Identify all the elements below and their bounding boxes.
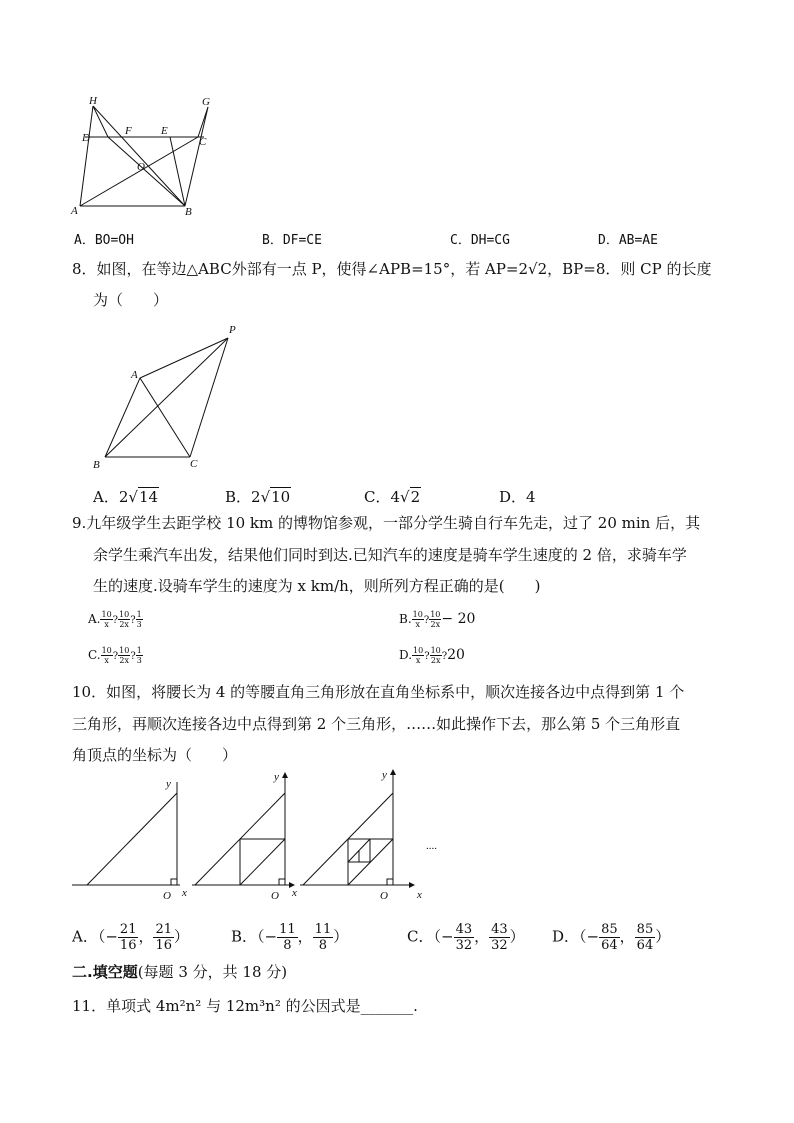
q10-stem-line1: 10．如图，将腰长为 4 的等腰直角三角形放在直角坐标系中，顺次连接各边中点得到第 1 个 (72, 683, 685, 701)
fig7-label-C: C (199, 136, 207, 148)
q7-option-c: C．DH=CG (450, 233, 510, 248)
fig7-label-F: F (125, 125, 132, 137)
q10-stem-line3: 角顶点的坐标为（ ） (72, 746, 238, 764)
fig7-label-A: A (71, 205, 78, 217)
q7-option-b: B．DF=CE (262, 233, 322, 248)
q8-stem-line1: 8．如图，在等边△ABC外部有一点 P，使得∠APB=15°，若 AP=2√2，BP=8．则 CP 的长度 (72, 260, 712, 278)
q10-option-a: A．（− $\frac{21}{16}$ ， $\frac{21}{16}$ ） (72, 922, 190, 953)
fig7-label-D: D (82, 132, 90, 144)
q8-option-c: C．4√2 (364, 488, 421, 506)
fig10-ellipsis: .... (426, 840, 437, 852)
fig8-label-P: P (229, 324, 236, 336)
q8-option-b: B．2√10 (225, 488, 291, 506)
fig8-label-A: A (131, 369, 138, 381)
fig10-p2-y: y (274, 771, 279, 783)
fig10-p3-y: y (382, 769, 387, 781)
q9-stem-line1: 9.九年级学生去距学校 10 km 的博物馆参观，一部分学生骑自行车先走，过了 20 min 后，其 (72, 514, 701, 532)
q9-option-a: A. $\frac{10}{x}$ ? $\frac{10}{2x}$ ? $\frac{1}{3}$ (88, 610, 142, 629)
fig10-p3-x: x (417, 889, 422, 901)
fig7-label-B: B (185, 206, 192, 218)
fig7-label-E: E (161, 125, 168, 137)
fig10-p2-x: x (292, 887, 297, 899)
q8-option-a: A．2√14 (93, 488, 159, 506)
q9-stem-line3: 生的速度.设骑车学生的速度为 x km/h，则所列方程正确的是( ) (93, 577, 541, 595)
q9-option-b: B. $\frac{10}{x}$ ? $\frac{10}{2x}$ − 20 (399, 610, 476, 629)
fig10-p2-o: O (271, 890, 279, 902)
fig10-p1-x: x (182, 887, 187, 899)
fig7-label-G: G (202, 96, 210, 108)
fig8-label-C: C (190, 458, 198, 470)
q9-stem-line2: 余学生乘汽车出发，结果他们同时到达.已知汽车的速度是骑车学生速度的 2 倍，求骑车学 (93, 546, 687, 564)
q11-stem: 11．单项式 4m²n² 与 12m³n² 的公因式是_______. (72, 997, 418, 1015)
fig10-p1-y: y (166, 778, 171, 790)
q9-option-d: D. $\frac{10}{x}$ ? $\frac{10}{2x}$ ?20 (399, 646, 465, 665)
fig10-p1-o: O (163, 890, 171, 902)
fig7-label-H: H (89, 95, 97, 107)
q10-stem-line2: 三角形，再顺次连接各边中点得到第 2 个三角形，……如此操作下去，那么第 5 个三角形直 (72, 715, 681, 733)
q10-option-d: D．（− $\frac{85}{64}$ ， $\frac{85}{64}$ ） (552, 922, 671, 953)
fig8-label-B: B (93, 459, 100, 471)
q8-stem-line2: 为（ ） (93, 291, 169, 309)
section-heading (72, 962, 287, 982)
q10-option-b: B．（− $\frac{11}{8}$ ， $\frac{11}{8}$ ） (231, 922, 349, 953)
fig7-label-O: O (137, 161, 145, 173)
q8-option-d: D．4 (499, 488, 536, 506)
section-title: 二.填空题 (72, 963, 138, 981)
fig10-p3-o: O (380, 890, 388, 902)
q9-option-c: C. $\frac{10}{x}$ ? $\frac{10}{2x}$ ? $\frac{1}{3}$ (88, 646, 142, 665)
q10-option-c: C．（− $\frac{43}{32}$ ， $\frac{43}{32}$ ） (407, 922, 525, 953)
section-note: (每题 3 分，共 18 分) (137, 963, 288, 981)
q7-option-a: A．BO=OH (74, 233, 134, 248)
q7-option-d: D．AB=AE (598, 233, 658, 248)
